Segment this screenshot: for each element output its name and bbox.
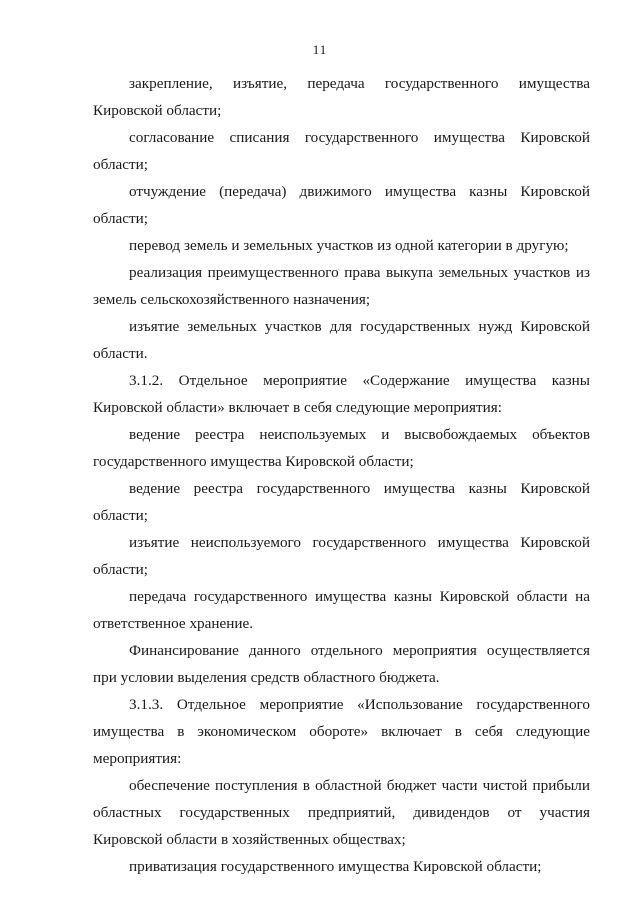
paragraph-13: 3.1.3. Отдельное мероприятие «Использование государственного имущества в экономическом обороте» включает в себя следующие мероприятия: <box>93 696 590 767</box>
paragraph-3: отчуждение (передача) движимого имущества казны Кировской области; <box>93 183 590 227</box>
paragraph-11: передача государственного имущества казны Кировской области на ответственное хранение. <box>93 588 590 632</box>
paragraph-9: ведение реестра государственного имущества казны Кировской области; <box>93 480 590 524</box>
paragraph-12: Финансирование данного отдельного мероприятия осуществляется при условии выделения средств областного бюджета. <box>93 642 590 686</box>
document-body <box>93 70 590 880</box>
paragraph-8: ведение реестра неиспользуемых и высвобождаемых объектов государственного имущества Кировской области; <box>93 426 590 470</box>
paragraph-10: изъятие неиспользуемого государственного имущества Кировской области; <box>93 534 590 578</box>
page-number: 11 <box>312 42 328 57</box>
paragraph-14: обеспечение поступления в областной бюджет части чистой прибыли областных государственных предприятий, дивидендов от участия Кировской области в хозяйственных обществах; <box>93 777 590 848</box>
paragraph-4: перевод земель и земельных участков из одной категории в другую; <box>129 237 569 254</box>
paragraph-6: изъятие земельных участков для государственных нужд Кировской области. <box>93 318 590 362</box>
paragraph-5: реализация преимущественного права выкупа земельных участков из земель сельскохозяйственного назначения; <box>93 264 590 308</box>
paragraph-7: 3.1.2. Отдельное мероприятие «Содержание имущества казны Кировской области» включает в себя следующие мероприятия: <box>93 372 590 416</box>
paragraph-2: согласование списания государственного имущества Кировской области; <box>93 129 590 173</box>
paragraph-1: закрепление, изъятие, передача государственного имущества Кировской области; <box>93 75 590 119</box>
paragraph-15: приватизация государственного имущества Кировской области; <box>129 858 542 875</box>
